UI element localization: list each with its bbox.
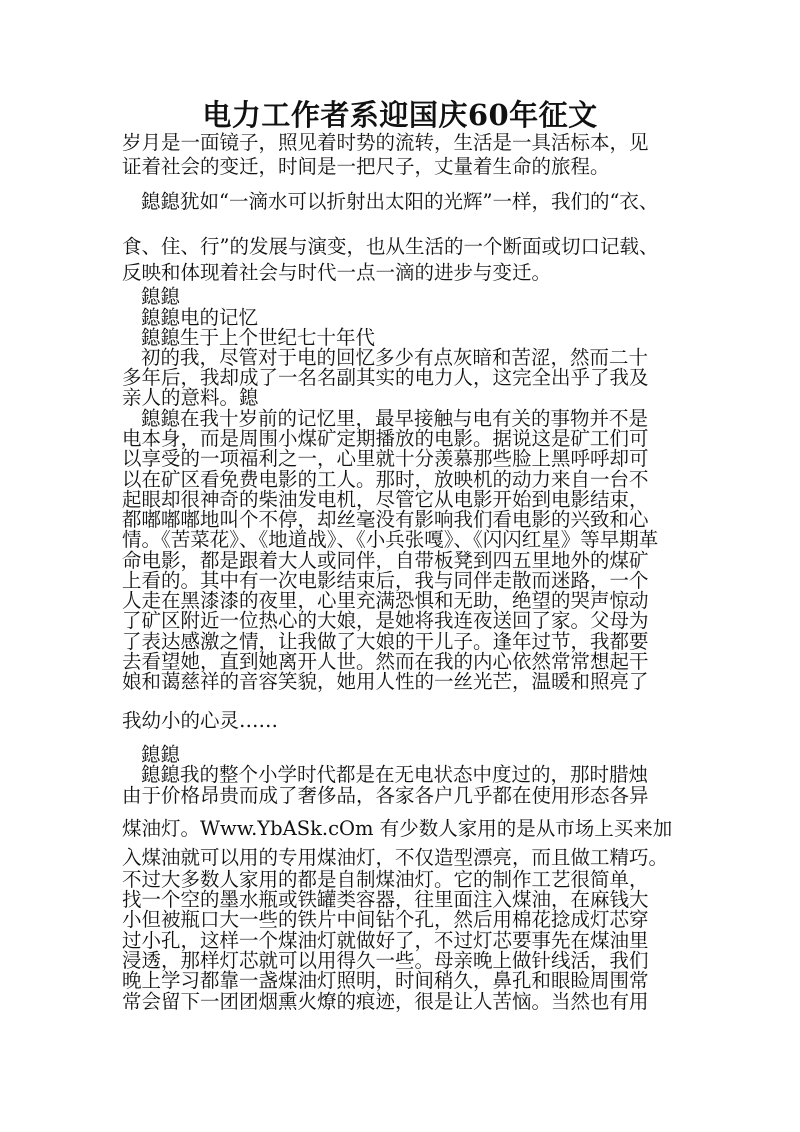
text-line: 亲人的意料。鎴 (122, 386, 259, 409)
text-line: 鎴鎴 (141, 743, 181, 766)
text-line: 入煤油就可以用的专用煤油灯，不仅造型漂亮，而且做工精巧。 (122, 846, 669, 869)
text-line: 人走在黑漆漆的夜里，心里充满恐惧和无助，绝望的哭声惊动 (122, 589, 649, 612)
text-line: 煤油灯。Www.YbASk.cOm 有少数人家用的是从市场上买来加 (122, 817, 673, 840)
text-line: 过小孔，这样一个煤油灯就做好了，不过灯芯要事先在煤油里 (122, 929, 649, 952)
text-line: 由于价格昂贵而成了奢侈品，各家各户几乎都在使用形态各异 (122, 784, 649, 807)
text-line: 了表达感激之情，让我做了大娘的干儿子。逢年过节，我都要 (122, 630, 649, 653)
document-title: 电力工作者系迎国庆60年征文 (202, 98, 598, 132)
text-line: 找一个空的墨水瓶或铁罐类容器，往里面注入煤油，在麻钱大 (122, 888, 649, 911)
text-line: 晚上学习都靠一盏煤油灯照明，时间稍久，鼻孔和眼睑周围常 (122, 969, 649, 992)
text-line: 鎴鎴 (141, 285, 181, 308)
text-line: 鎴鎴犹如“一滴水可以折射出太阳的光辉”一样，我们的“衣、 (141, 190, 659, 213)
text-line: 以享受的一项福利之一，心里就十分羡慕那些脸上黑呼呼却可 (122, 447, 649, 470)
text-line: 初的我，尽管对于电的回忆多少有点灰暗和苦涩，然而二十 (141, 346, 649, 369)
text-line: 去看望她，直到她离开人世。然而在我的内心依然常常想起干 (122, 650, 649, 673)
text-line: 电本身，而是周围小煤矿定期播放的电影。据说这是矿工们可 (122, 427, 649, 450)
text-line: 都嘟嘟嘟地叫个不停，却丝毫没有影响我们看电影的兴致和心 (122, 508, 649, 531)
text-line: 上看的。其中有一次电影结束后，我与同伴走散而迷路，一个 (122, 569, 649, 592)
text-line: 食、住、行”的发展与演变，也从生活的一个断面或切口记载、 (122, 235, 659, 258)
text-line: 了矿区附近一位热心的大娘，是她将我连夜送回了家。父母为 (122, 609, 649, 632)
text-line: 鎴鎴在我十岁前的记忆里，最早接触与电有关的事物并不是 (141, 407, 649, 430)
text-line: 证着社会的变迁，时间是一把尺子，丈量着生命的旅程。 (122, 155, 610, 178)
text-line: 情。《苦菜花》、《地道战》、《小兵张嘎》、《闪闪红星》等早期革 (122, 528, 659, 551)
text-line: 娘和蔼慈祥的音容笑貌，她用人性的一丝光芒，温暖和照亮了 (122, 670, 649, 693)
text-line: 命电影，都是跟着大人或同伴，自带板凳到四五里地外的煤矿 (122, 549, 649, 572)
text-line: 鎴鎴电的记忆 (141, 306, 259, 329)
text-line: 起眼却很神奇的柴油发电机，尽管它从电影开始到电影结束， (122, 488, 649, 511)
text-line: 多年后，我却成了一名名副其实的电力人，这完全出乎了我及 (122, 366, 649, 389)
text-line: 鎴鎴生于上个世纪七十年代 (141, 326, 376, 349)
text-line: 小但被瓶口大一些的铁片中间钻个孔，然后用棉花捻成灯芯穿 (122, 908, 649, 931)
text-line: 常会留下一团团烟熏火燎的痕迹，很是让人苦恼。当然也有用 (122, 990, 649, 1013)
text-line: 不过大多数人家用的都是自制煤油灯。它的制作工艺很简单， (122, 868, 649, 891)
text-line: 以在矿区看免费电影的工人。那时，放映机的动力来自一台不 (122, 468, 649, 491)
text-line: 浸透，那样灯芯就可以用得久一些。母亲晚上做针线活，我们 (122, 949, 649, 972)
text-line: 我幼小的心灵…… (122, 709, 279, 732)
text-line: 岁月是一面镜子，照见着时势的流转，生活是一具活标本，见 (122, 131, 649, 154)
text-line: 鎴鎴我的整个小学时代都是在无电状态中度过的，那时腊烛 (141, 763, 649, 786)
text-line: 反映和体现着社会与时代一点一滴的进步与变迁。 (122, 261, 552, 284)
